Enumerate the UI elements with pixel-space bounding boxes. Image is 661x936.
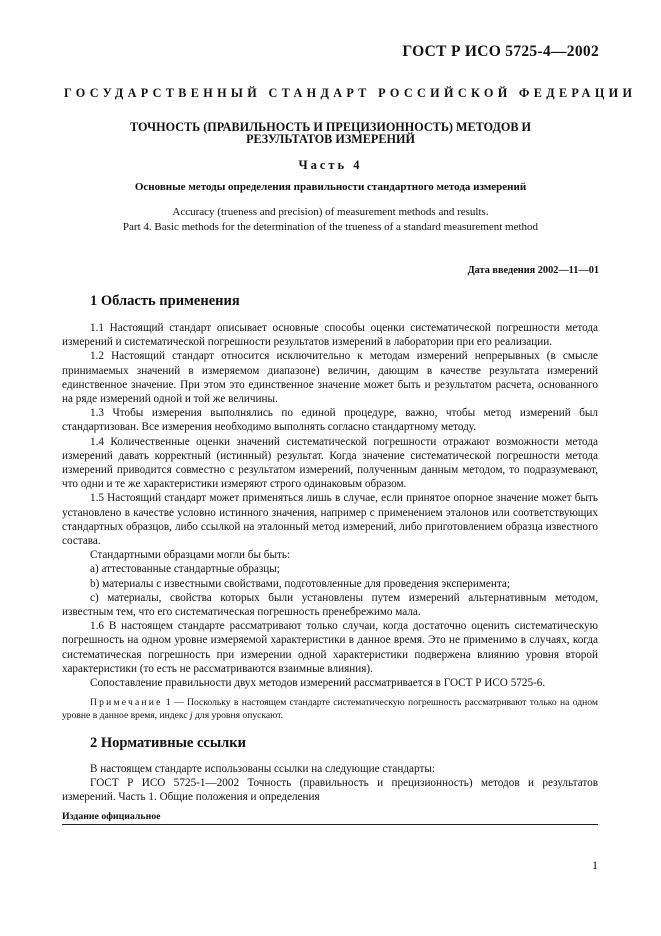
- section-1-body: [62, 321, 598, 722]
- part-label: Часть 4: [298, 158, 363, 172]
- list-item-a: а) аттестованные стандартные образцы;: [90, 563, 280, 576]
- document-id: ГОСТ Р ИСО 5725-4—2002: [402, 43, 599, 60]
- note-label: Примечание: [90, 697, 163, 709]
- introduction-date: Дата введения 2002—11—01: [467, 265, 599, 276]
- state-standard-title: ГОСУДАРСТВЕННЫЙ СТАНДАРТ РОССИЙСКОЙ ФЕДЕРАЦИИ: [64, 86, 637, 100]
- paragraph-1-2: 1.2 Настоящий стандарт относится исключительно к методам измерений непрерывных (в смысле принимаемых значений в измеряемом диапазоне) величин, дающим в качестве результата измерений единственное значение. При этом это единственное значение может быть и результатом расчета, основанного на ряде измерений одной и той же величины.: [62, 350, 598, 406]
- list-item-c: с) материалы, свойства которых были установлены путем измерений альтернативным методом, известным тем, что его систематическая погрешность пренебрежимо мала.: [62, 591, 598, 619]
- section-1-heading: 1 Область применения: [90, 293, 240, 309]
- section-2-heading: 2 Нормативные ссылки: [90, 735, 246, 751]
- paragraph-1-5: 1.5 Настоящий стандарт может применяться лишь в случае, если принятое опорное значение может быть установлено в качестве условно истинного значения, например с применением эталонов или соответствующих стандартных образцов, либо ссылкой на эталонный метод измерений, либо приготовлением образца известного состава.: [62, 492, 598, 548]
- paragraph-1-4: 1.4 Количественные оценки значений систематической погрешности отражают возможности метода измерений давать корректный (истинный) результат. Когда значение систематической погрешности метода измерений приводится совместно с результатом измерений, полученным данным методом, то подразумевают, что одни и те же характеристики измеряют строго одинаковым образом.: [62, 435, 598, 491]
- section-2-body: [62, 762, 598, 805]
- note-index: j: [189, 710, 193, 722]
- standard-subtitle: Основные методы определения правильности стандартного метода измерений: [134, 181, 527, 193]
- note-text-after: для уровня опускают.: [192, 710, 284, 722]
- list-item-b: b) материалы с известными свойствами, подготовленные для проведения эксперимента;: [90, 577, 510, 590]
- paragraph-1-3: 1.3 Чтобы измерения выполнялись по единой процедуре, важно, чтобы метод измерений был стандартизован. Все измерения необходимо выполнять согласно стандартному методу.: [62, 407, 598, 434]
- section-2-intro: В настоящем стандарте использованы ссылки на следующие стандарты:: [90, 763, 435, 775]
- paragraph-1-6: 1.6 В настоящем стандарте рассматривают только случаи, когда достаточно оценить систематическую погрешность на одном уровне измеряемой характеристики в данное время. Это не применимо в случаях, когда систематическая погрешность при измерении одной характеристики подвержена влиянию уровня второй характеристики (то есть не рассматриваются взаимные влияния).: [62, 620, 598, 675]
- comparison-paragraph: Сопоставление правильности двух методов измерений рассматривается в ГОСТ Р ИСО 5725-6.: [90, 677, 546, 690]
- official-edition-label: Издание официальное: [62, 811, 161, 822]
- footer-divider: [62, 824, 598, 825]
- samples-intro: Стандартными образцами могли бы быть:: [90, 549, 291, 562]
- english-title-line-2: Part 4. Basic methods for the determination of the trueness of a standard measurement method: [122, 220, 539, 233]
- english-title: [60, 205, 601, 234]
- note-text-before: 1 — Поскольку в настоящем стандарте систематическую погрешность рассматривают только на одном уровне в данное время, индекс: [62, 697, 598, 722]
- page-number: 1: [592, 858, 598, 872]
- english-title-line-1: Accuracy (trueness and precision) of measurement methods and results.: [172, 206, 489, 218]
- reference-1: ГОСТ Р ИСО 5725-1—2002 Точность (правильность и прецизионность) методов и результатов измерений. Часть 1. Общие положения и определения: [62, 777, 598, 804]
- paragraph-1-1: 1.1 Настоящий стандарт описывает основные способы оценки систематической погрешности метода измерений и систематической погрешности результатов измерений в лаборатории при его реализации.: [62, 322, 598, 349]
- standard-title: ТОЧНОСТЬ (ПРАВИЛЬНОСТЬ И ПРЕЦИЗИОННОСТЬ) МЕТОДОВ И РЕЗУЛЬТАТОВ ИЗМЕРЕНИЙ: [130, 120, 531, 146]
- note-1: [62, 696, 598, 722]
